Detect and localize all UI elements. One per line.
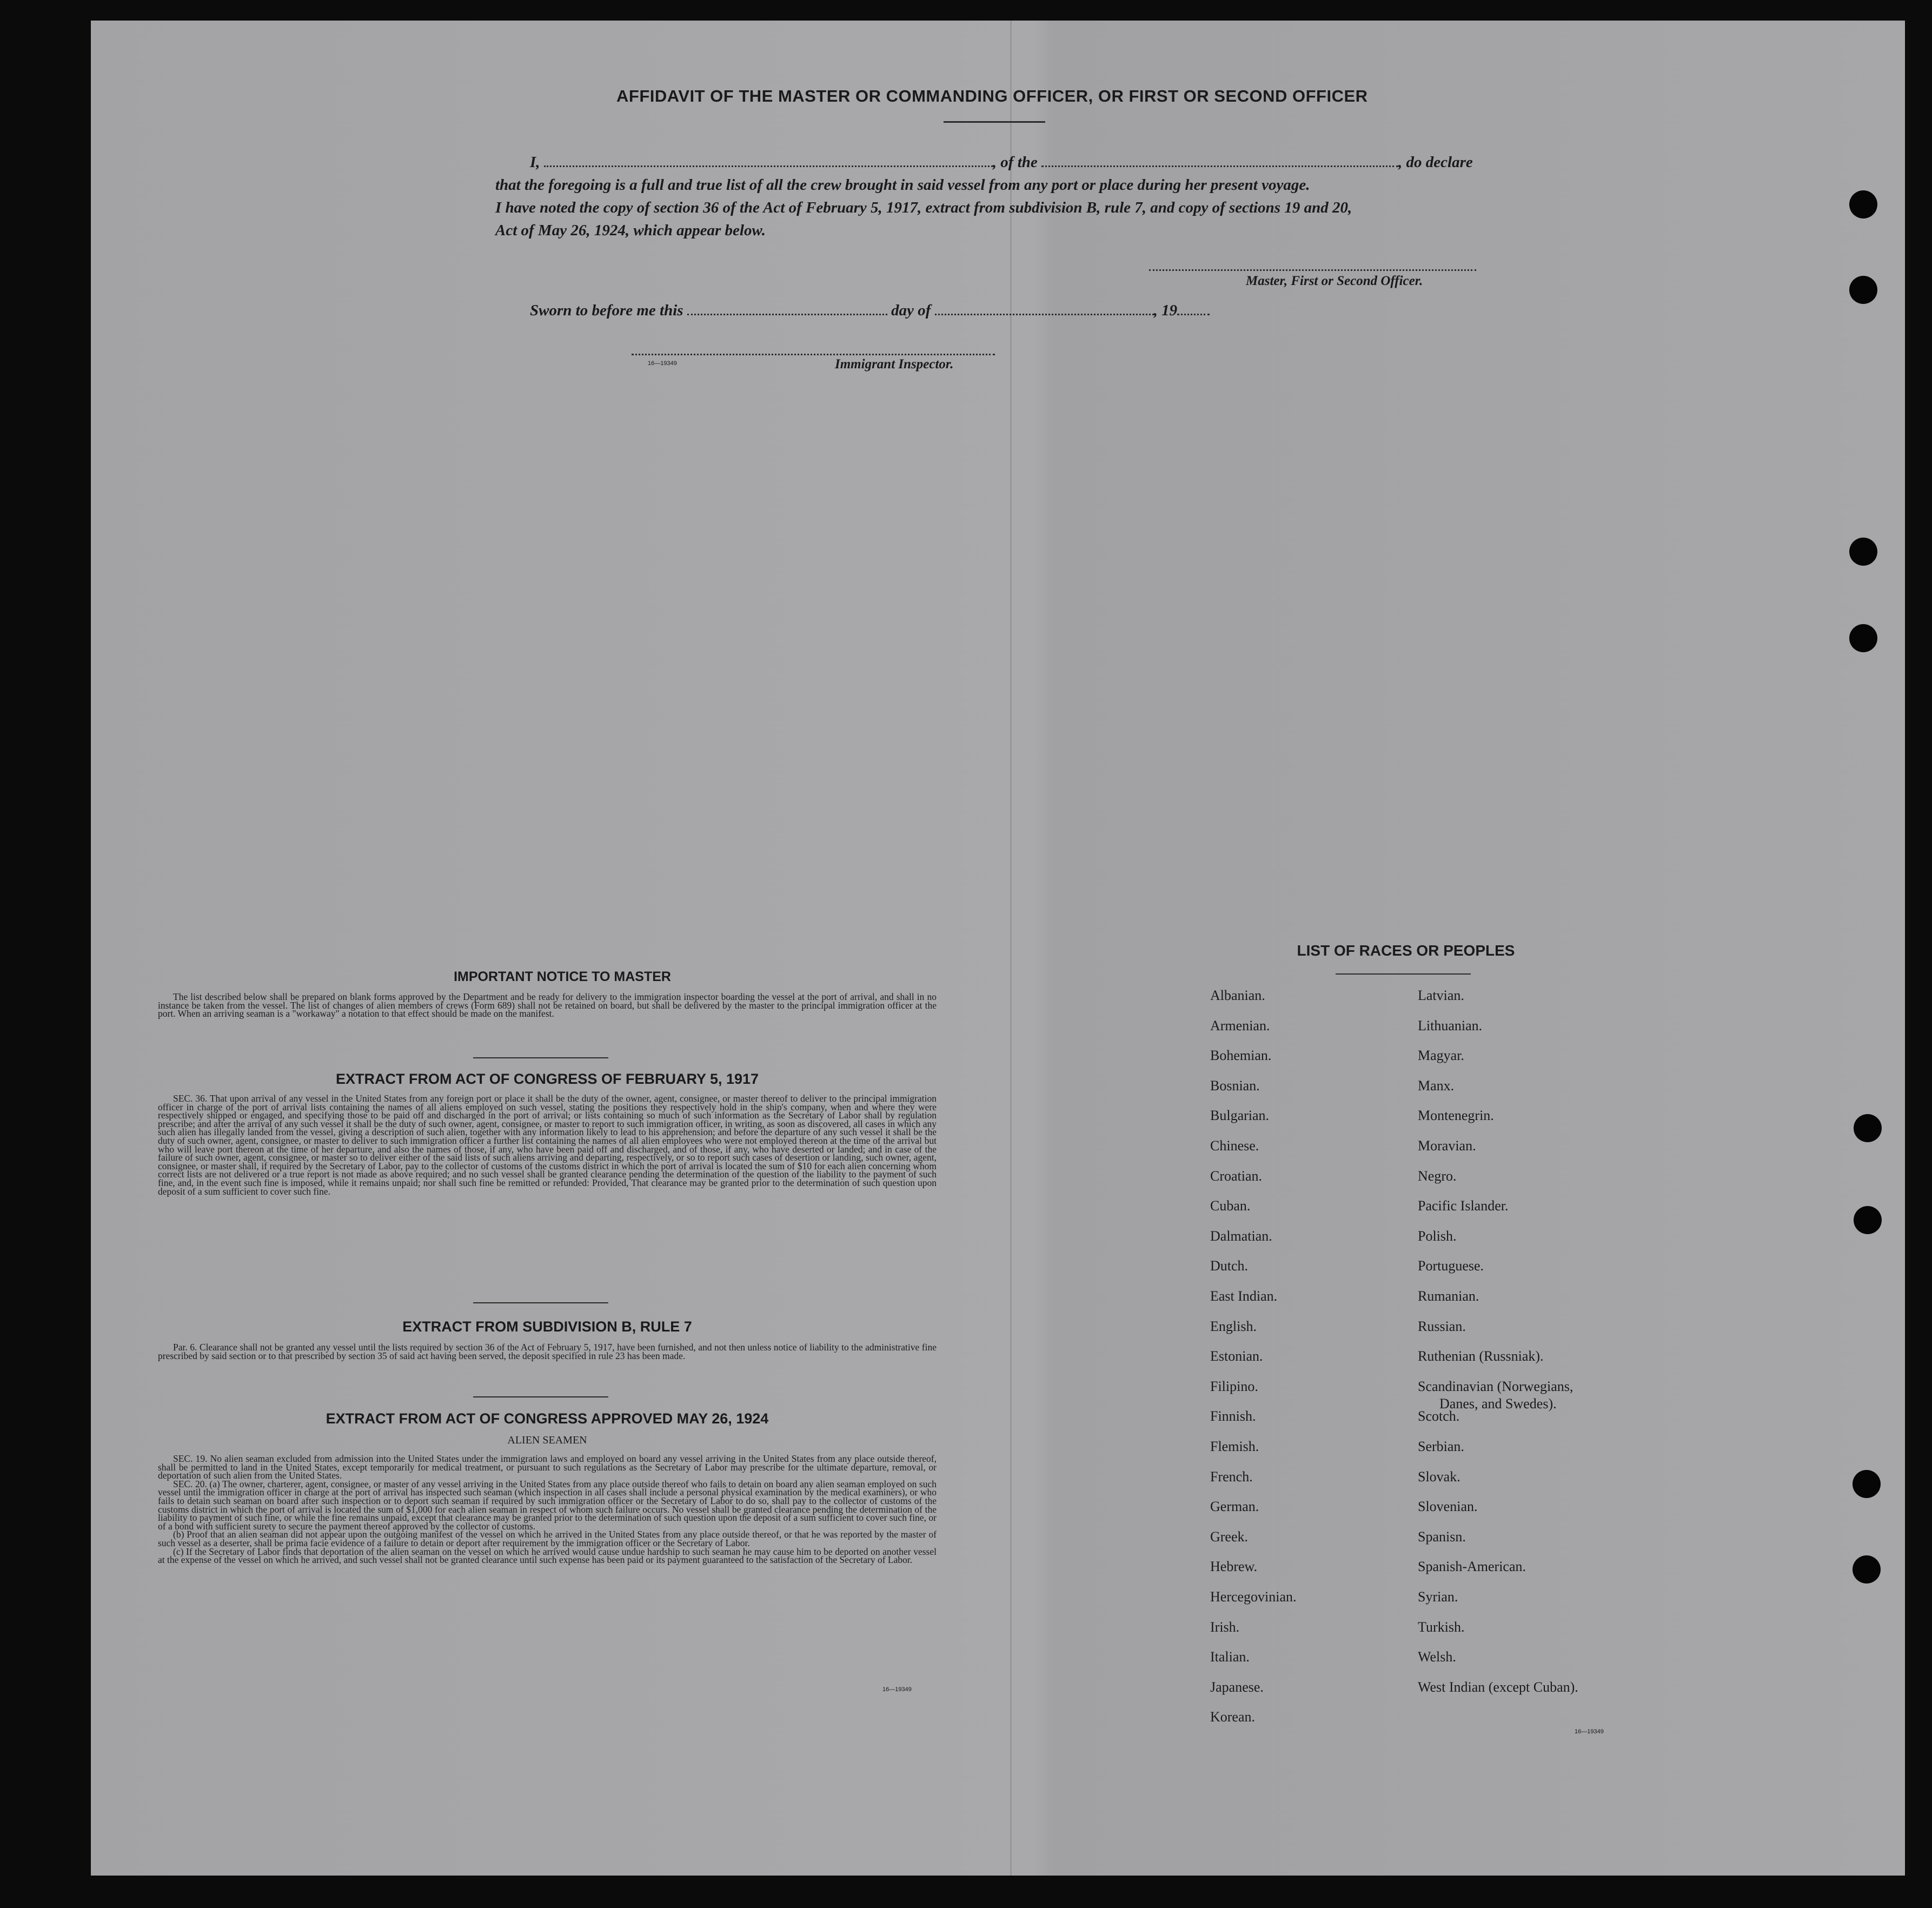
- title-divider: [944, 121, 1045, 123]
- race-item: Pacific Islander.: [1418, 1198, 1509, 1214]
- signature-label: Master, First or Second Officer.: [1246, 274, 1423, 288]
- name-blank[interactable]: [544, 154, 993, 167]
- race-item: Lithuanian.: [1418, 1017, 1483, 1034]
- race-item: Bulgarian.: [1210, 1108, 1270, 1124]
- race-item: Russian.: [1418, 1318, 1466, 1334]
- race-item: Finnish.: [1210, 1408, 1256, 1425]
- race-item: Scandinavian (Norwegians,: [1418, 1378, 1574, 1394]
- race-item: Bohemian.: [1210, 1048, 1272, 1064]
- race-item: West Indian (except Cuban).: [1418, 1679, 1578, 1695]
- section-divider: [473, 1396, 608, 1397]
- race-item: Montenegrin.: [1418, 1108, 1494, 1124]
- race-item: Hercegovinian.: [1210, 1589, 1297, 1605]
- race-item: Portuguese.: [1418, 1258, 1484, 1274]
- race-item: English.: [1210, 1318, 1257, 1334]
- race-item: Spanisn.: [1418, 1528, 1466, 1545]
- form-number: 16—19349: [648, 360, 677, 367]
- race-item: Cuban.: [1210, 1198, 1251, 1214]
- inspector-signature-line[interactable]: [632, 354, 995, 355]
- section-divider: [473, 1057, 608, 1058]
- alien-seamen-subtitle: ALIEN SEAMEN: [507, 1434, 587, 1446]
- extract-1917-text: SEC. 36. That upon arrival of any vessel in the United States from any foreign port or place it shall be the duty of the owner, agent, consignee, or master thereof to deliver to the principal immigration officer in charge of the port of arrival lists containing the names of all aliens employed on such vessel, stating the positions they respectively hold in the ship's company, when and where they were respectively shipped or engaged, and specifying those to be paid off and discharged in the port of arrival; or lists containing so much of such information as the Secretary of Labor shall by regulation prescribe; and after the arrival of any such vessel it shall be the duty of such owner, agent, consignee, or master to report to such immigration officer, in writing, as soon as discovered, all cases in which any such alien has illegally landed from the vessel, giving a description of such alien, together with any information likely to lead to his apprehension; and before the departure of any such vessel it shall be the duty of such owner, agent, consignee, or master to deliver to such immigration officer a further list containing the names of all alien employees who were not employed thereon at the time of the arrival but who will leave port thereon at the time of her departure, and also the names of those, if any, who have been paid off and discharged, and of those, if any, who have deserted or landed; and in case of the failure of such owner, agent, consignee, or master so to deliver either of the said lists of such aliens arriving and departing, respectively, or so to report such cases of desertion or landing, such owner, agent, consignee, or master shall, if required by the Secretary of Labor, pay to the collector of customs of the customs district in which the port of arrival is located the sum of $10 for each alien concerning whom correct lists are not delivered or a true report is not made as above required; and no such vessel shall be granted clearance pending the determination of the question of the liability to the payment of such fine, and, in the event such fine is imposed, while it remains unpaid; nor shall such fine be remitted or refunded: Provided, That clearance may be granted prior to the determination of such question upon deposit of a sum sufficient to cover such fine.: [158, 1093, 937, 1197]
- sec-19: SEC. 19. No alien seaman excluded from admission into the United States under the immigration laws and employed on board any vessel arriving in the United States from any place outside thereof, shall be permitted to land in the United States, except temporarily for medical treatment, or pursuant to such regulations as the Secretary of Labor may prescribe for the ultimate departure, removal, or deportation of such alien from the United States.: [158, 1453, 937, 1481]
- race-item: Hebrew.: [1210, 1559, 1258, 1575]
- binder-hole: [1849, 190, 1877, 218]
- binder-hole: [1849, 624, 1877, 652]
- binder-hole: [1854, 1114, 1882, 1142]
- affidavit-title: AFFIDAVIT OF THE MASTER OR COMMANDING OFFICER, OR FIRST OR SECOND OFFICER: [616, 87, 1368, 105]
- race-item: Croatian.: [1210, 1168, 1263, 1184]
- race-item: German.: [1210, 1499, 1259, 1515]
- race-item: Slovenian.: [1418, 1499, 1478, 1515]
- declaration-line-2: that the foregoing is a full and true list of all the crew brought in said vessel from any port or place during her present voyage.: [495, 176, 1310, 194]
- race-item: Ruthenian (Russniak).: [1418, 1348, 1544, 1364]
- race-item: Polish.: [1418, 1228, 1457, 1244]
- race-item: Flemish.: [1210, 1439, 1259, 1454]
- binder-hole: [1854, 1206, 1882, 1234]
- day-of-label: day of: [891, 302, 931, 319]
- sec-20b: (b) Proof that an alien seaman did not appear upon the outgoing manifest of the vessel on which he arrived in the United States from any place outside thereof, or that he was reported by the master of such vessel as a deserter, shall be prima facie evidence of a failure to detain or deport after requirement by the immigration officer or the Secretary of Labor.: [158, 1529, 937, 1548]
- race-item: Scotch.: [1418, 1408, 1460, 1425]
- binder-hole: [1849, 538, 1877, 566]
- race-item: Dalmatian.: [1210, 1228, 1272, 1244]
- inspector-label: Immigrant Inspector.: [835, 357, 954, 372]
- race-item: Japanese.: [1210, 1679, 1264, 1695]
- form-number: 16—19349: [882, 1686, 912, 1693]
- race-item: Korean.: [1210, 1709, 1256, 1725]
- race-item: Bosnian.: [1210, 1077, 1260, 1094]
- race-item: Serbian.: [1418, 1439, 1464, 1454]
- extract-1917-title: EXTRACT FROM ACT OF CONGRESS OF FEBRUARY 5, 1917: [335, 1071, 759, 1087]
- sworn-label: Sworn to before me this: [530, 302, 683, 319]
- do-declare-label: , do declare: [1398, 154, 1473, 171]
- race-item: Negro.: [1418, 1168, 1457, 1184]
- year-blank[interactable]: [1177, 302, 1210, 315]
- race-item: Slovak.: [1418, 1468, 1460, 1485]
- extract-rule7-text: Par. 6. Clearance shall not be granted any vessel until the lists required by section 36 of the Act of February 5, 1917, have been furnished, and not then unless notice of liability to the administrative fine prescribed by said section or to that prescribed by section 35 of said act having been served, the deposit specified in rule 23 has been made.: [158, 1342, 937, 1361]
- races-divider: [1336, 973, 1471, 975]
- race-item: Latvian.: [1418, 988, 1464, 1003]
- section-divider: [473, 1302, 608, 1303]
- race-item: Armenian.: [1210, 1017, 1270, 1034]
- race-item: Greek.: [1210, 1528, 1249, 1545]
- sec-20a: SEC. 20. (a) The owner, charterer, agent, consignee, or master of any vessel arriving in the United States from any place outside thereof who fails to detain on board any alien seaman employed on such vessel until the immigration officer in charge at the port of arrival has inspected such seaman (which inspection in all cases shall include a personal physical examination by the medical examiners), or who fails to detain such seaman on board after such inspection or to deport such seaman if required by such immigration officer or the Secretary of Labor to do so, shall pay to the collector of customs of the customs district in which the port of arrival is located the sum of $1,000 for each alien seaman in respect of whom such failure occurs. No vessel shall be granted clearance pending the determination of the liability to payment of such fine, or while the fine remains unpaid, except that clearance may be granted prior to the determination of such question upon the deposit of a sum sufficient to cover such fine, or of a bond with sufficient surety to secure the payment thereof approved by the collector of customs.: [158, 1478, 937, 1532]
- race-item: Filipino.: [1210, 1378, 1258, 1394]
- race-item: Magyar.: [1418, 1048, 1464, 1064]
- races-title: LIST OF RACES OR PEOPLES: [1297, 942, 1515, 959]
- race-item: Turkish.: [1418, 1619, 1465, 1635]
- race-item: Rumanian.: [1418, 1288, 1479, 1304]
- notice-title: IMPORTANT NOTICE TO MASTER: [454, 969, 671, 984]
- race-item: East Indian.: [1210, 1288, 1278, 1304]
- race-item: Manx.: [1418, 1077, 1455, 1094]
- binder-hole: [1853, 1555, 1881, 1584]
- race-item: Estonian.: [1210, 1348, 1263, 1364]
- race-item: Moravian.: [1418, 1138, 1476, 1154]
- year-prefix: , 19: [1153, 302, 1178, 319]
- of-the-label: , of the: [992, 154, 1038, 171]
- month-blank[interactable]: [935, 302, 1154, 315]
- sec-20c: (c) If the Secretary of Labor finds that deportation of the alien seaman on the vessel on which he arrived would cause undue hardship to such seaman he may cause him to be deported on another vessel at the expense of the vessel on which he arrived, and such vessel shall not be granted clearance until such expense has been paid or its payment guaranteed to the satisfaction of the Secretary of Labor.: [158, 1546, 937, 1566]
- extract-1924-title: EXTRACT FROM ACT OF CONGRESS APPROVED MAY 26, 1924: [326, 1410, 769, 1427]
- signature-line[interactable]: [1149, 269, 1476, 271]
- vessel-blank[interactable]: [1041, 154, 1398, 167]
- declaration-line-4: Act of May 26, 1924, which appear below.: [495, 222, 766, 239]
- form-number: 16—19349: [1575, 1728, 1604, 1735]
- sworn-line: [530, 300, 1287, 322]
- race-item: Spanish-American.: [1418, 1559, 1526, 1575]
- extract-1924-text: [158, 1455, 937, 1565]
- declaration-line-1: [530, 151, 1503, 174]
- page-fold-line: [1010, 21, 1012, 1876]
- declaration-line-3: I have noted the copy of section 36 of the Act of February 5, 1917, extract from subdivision B, rule 7, and copy of sections 19 and 20,: [495, 199, 1352, 216]
- notice-text: The list described below shall be prepared on blank forms approved by the Department and be ready for delivery to the immigration inspector boarding the vessel at the port of arrival, and shall in no instance be taken from the vessel. The list of changes of alien members of crews (Form 689) shall not be retained on board, but shall be delivered by the master to the principal immigration officer at the port. When an arriving seaman is a "workaway" a notation to that effect should be made on the manifest.: [158, 991, 937, 1019]
- i-label: I,: [530, 154, 540, 171]
- extract-rule7-title: EXTRACT FROM SUBDIVISION B, RULE 7: [402, 1319, 692, 1335]
- race-item: Italian.: [1210, 1649, 1250, 1665]
- binder-hole: [1853, 1470, 1881, 1498]
- race-item: Dutch.: [1210, 1258, 1249, 1274]
- binder-hole: [1849, 276, 1877, 304]
- race-item: Irish.: [1210, 1619, 1240, 1635]
- race-item: Syrian.: [1418, 1589, 1458, 1605]
- race-item: French.: [1210, 1468, 1253, 1485]
- day-blank[interactable]: [687, 302, 887, 315]
- race-item: Chinese.: [1210, 1138, 1259, 1154]
- race-item: Albanian.: [1210, 988, 1265, 1003]
- race-item: Danes, and Swedes).: [1439, 1395, 1557, 1412]
- race-item: Welsh.: [1418, 1649, 1456, 1665]
- document-page: [91, 21, 1905, 1876]
